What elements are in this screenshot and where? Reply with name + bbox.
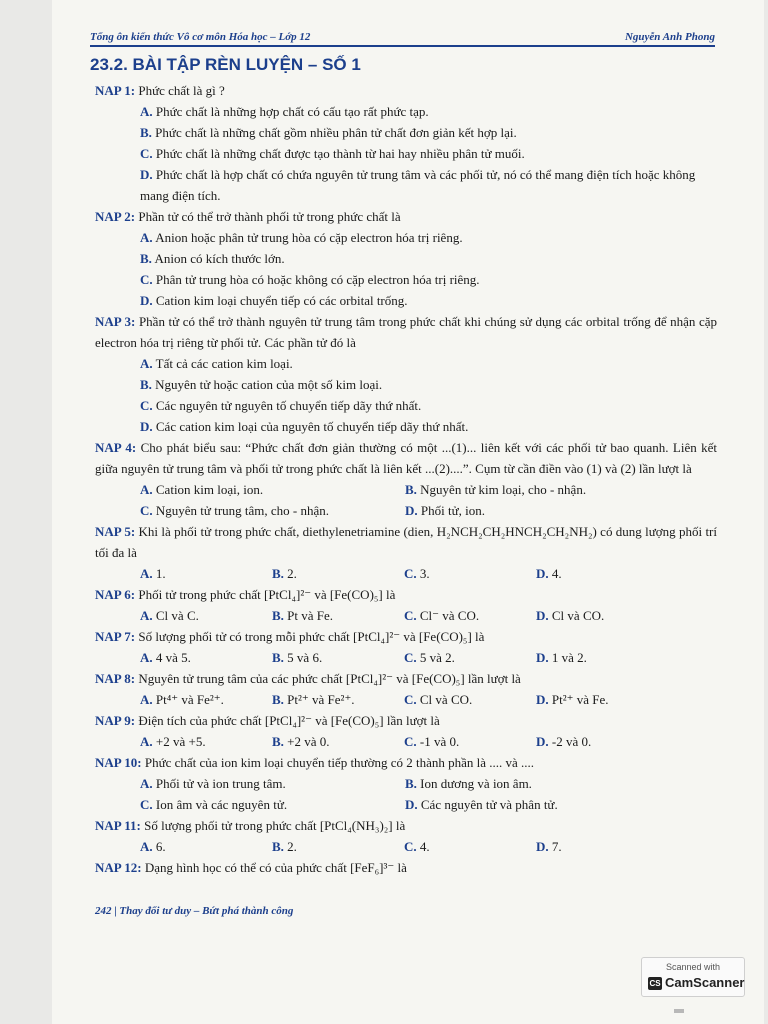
answer-option <box>140 248 717 269</box>
option-key: A. <box>140 734 153 749</box>
option-text: Cl và C. <box>155 608 199 623</box>
question-text: Phần tử có thể trở thành nguyên tử trung tâm trong phức chất khi chúng sử dụng các orbital trống để nhận cặp electron hóa trị riêng từ phối tử. Các phần tử đó là <box>95 314 717 350</box>
option-key: A. <box>140 650 153 665</box>
option-text: 5 và 6. <box>287 650 323 665</box>
option-key: A. <box>140 230 153 245</box>
option-row <box>140 794 717 815</box>
option-key: B. <box>272 650 284 665</box>
question-4 <box>95 437 717 479</box>
header-rule <box>90 45 715 47</box>
question-text: Phức chất của ion kim loại chuyển tiếp thường có 2 thành phần là .... và .... <box>144 755 535 770</box>
section-title: 23.2. BÀI TẬP RÈN LUYỆN – SỐ 1 <box>90 55 361 74</box>
answer-option <box>140 479 405 500</box>
option-key: B. <box>405 482 417 497</box>
option-row <box>140 647 717 668</box>
option-key: A. <box>140 104 153 119</box>
question-10 <box>95 752 717 773</box>
option-row <box>140 563 717 584</box>
question-text: Phần tử có thể trở thành phối tử trong phức chất là <box>138 209 401 224</box>
option-text: 4. <box>419 839 430 854</box>
answer-option <box>140 227 717 248</box>
option-key: B. <box>140 125 152 140</box>
answer-option <box>140 689 272 710</box>
option-text: 1 và 2. <box>551 650 587 665</box>
option-text: -1 và 0. <box>419 734 460 749</box>
question-text: Phức chất là gì ? <box>138 83 225 98</box>
option-text: Các cation kim loại của nguyên tố chuyển tiếp dãy thứ nhất. <box>155 419 469 434</box>
answer-option <box>140 395 717 416</box>
answer-option <box>272 731 404 752</box>
question-7 <box>95 626 717 647</box>
option-text: Phức chất là những chất được tạo thành từ hai hay nhiều phân tử muối. <box>155 146 525 161</box>
option-text: -2 và 0. <box>551 734 592 749</box>
answer-option <box>140 731 272 752</box>
option-text: Phối tử, ion. <box>420 503 486 518</box>
question-6 <box>95 584 717 605</box>
option-text: Pt²⁺ và Fe. <box>551 692 609 707</box>
answer-option <box>272 647 404 668</box>
question-list <box>95 80 717 878</box>
option-text: 3. <box>419 566 430 581</box>
question-label: NAP 1: <box>95 83 136 98</box>
option-row <box>140 731 717 752</box>
option-text: Cl⁻ và CO. <box>419 608 480 623</box>
answer-option <box>140 122 717 143</box>
question-label: NAP 8: <box>95 671 136 686</box>
option-key: B. <box>272 692 284 707</box>
answer-option <box>536 689 668 710</box>
question-text: Dạng hình học có thể có của phức chất [FeF₆]³⁻ là <box>144 860 407 875</box>
option-text: 4. <box>551 566 562 581</box>
answer-option <box>272 605 404 626</box>
option-text: Ion dương và ion âm. <box>420 776 532 791</box>
answer-option <box>272 689 404 710</box>
question-8 <box>95 668 717 689</box>
answer-option <box>140 164 717 206</box>
question-2 <box>95 206 717 227</box>
option-key: B. <box>272 608 284 623</box>
option-text: Anion hoặc phân tử trung hòa có cặp electron hóa trị riêng. <box>155 230 463 245</box>
option-key: A. <box>140 608 153 623</box>
answer-option <box>140 773 405 794</box>
option-text: 4 và 5. <box>155 650 191 665</box>
option-text: Phức chất là những chất gồm nhiều phân tử chất đơn giản kết hợp lại. <box>155 125 517 140</box>
option-text: Pt⁴⁺ và Fe²⁺. <box>155 692 224 707</box>
question-11 <box>95 815 717 836</box>
option-key: D. <box>140 167 153 182</box>
option-key: D. <box>405 503 418 518</box>
option-key: D. <box>536 608 549 623</box>
option-key: B. <box>140 251 152 266</box>
page-footer: 242 | Thay đổi tư duy – Bứt phá thành công <box>95 905 294 917</box>
camscanner-logo-icon: CS <box>649 979 661 988</box>
option-row <box>140 605 717 626</box>
option-text: Phức chất là hợp chất có chứa nguyên tử trung tâm và các phối tử, nó có thể mang điện tích hoặc không mang điện tích. <box>140 167 696 203</box>
question-text: Điện tích của phức chất [PtCl₄]²⁻ và [Fe(CO)₅] lần lượt là <box>138 713 440 728</box>
option-key: D. <box>140 419 153 434</box>
answer-option <box>404 647 536 668</box>
question-3 <box>95 311 717 353</box>
option-key: B. <box>272 839 284 854</box>
question-1 <box>95 80 717 101</box>
option-key: C. <box>404 839 417 854</box>
answer-option <box>272 836 404 857</box>
question-9 <box>95 710 717 731</box>
option-key: D. <box>405 797 418 812</box>
option-key: A. <box>140 692 153 707</box>
option-key: A. <box>140 356 153 371</box>
option-row <box>140 689 717 710</box>
answer-option <box>140 605 272 626</box>
option-text: +2 và +5. <box>155 734 206 749</box>
option-text: Anion có kích thước lớn. <box>154 251 285 266</box>
option-text: Pt và Fe. <box>287 608 334 623</box>
question-label: NAP 12: <box>95 860 142 875</box>
option-key: A. <box>140 482 153 497</box>
answer-option <box>404 836 536 857</box>
answer-option <box>405 500 670 521</box>
answer-option <box>140 500 405 521</box>
option-text: Cl và CO. <box>419 692 473 707</box>
option-text: Cation kim loại chuyển tiếp có các orbital trống. <box>155 293 408 308</box>
question-label: NAP 3: <box>95 314 136 329</box>
question-label: NAP 7: <box>95 629 136 644</box>
option-text: Nguyên tử kim loại, cho - nhận. <box>420 482 587 497</box>
answer-option <box>405 479 670 500</box>
answer-option <box>272 563 404 584</box>
answer-option <box>536 605 668 626</box>
question-label: NAP 6: <box>95 587 136 602</box>
option-text: 2. <box>287 839 297 854</box>
question-5 <box>95 521 717 563</box>
option-key: C. <box>404 734 417 749</box>
answer-option <box>140 269 717 290</box>
option-row <box>140 479 717 500</box>
answer-option <box>405 794 670 815</box>
answer-option <box>405 773 670 794</box>
question-text: Số lượng phối tử trong phức chất [PtCl₄(NH₃)₂] là <box>144 818 406 833</box>
answer-option <box>404 563 536 584</box>
answer-option <box>140 836 272 857</box>
option-key: A. <box>140 566 153 581</box>
option-text: 6. <box>155 839 166 854</box>
option-text: 7. <box>551 839 562 854</box>
option-key: C. <box>140 797 153 812</box>
option-text: Phân tử trung hòa có hoặc không có cặp electron hóa trị riêng. <box>155 272 480 287</box>
option-key: C. <box>404 608 417 623</box>
answer-option <box>536 647 668 668</box>
answer-option <box>140 101 717 122</box>
option-key: C. <box>140 503 153 518</box>
camscanner-label: CamScanner <box>665 975 745 990</box>
option-key: D. <box>536 650 549 665</box>
option-key: A. <box>140 776 153 791</box>
question-text: Nguyên tử trung tâm của các phức chất [PtCl₄]²⁻ và [Fe(CO)₅] lần lượt là <box>138 671 521 686</box>
camscanner-badge <box>641 957 745 997</box>
question-label: NAP 11: <box>95 818 141 833</box>
option-text: Phối tử và ion trung tâm. <box>155 776 286 791</box>
answer-option <box>140 374 717 395</box>
option-text: Ion âm và các nguyên tử. <box>155 797 288 812</box>
header-author: Nguyễn Anh Phong <box>624 31 715 43</box>
option-row <box>140 500 717 521</box>
question-label: NAP 9: <box>95 713 136 728</box>
answer-option <box>140 290 717 311</box>
question-label: NAP 10: <box>95 755 142 770</box>
option-key: D. <box>140 293 153 308</box>
question-text: Cho phát biểu sau: “Phức chất đơn giản thường có một ...(1)... liên kết với các phối tử bao quanh. Liên kết giữa nguyên tử trung tâm và phối tử trong phức chất là liên kết ...(2)....”. Cụm từ cần điền vào (1) và (2) lần lượt là <box>95 440 717 476</box>
option-text: +2 và 0. <box>287 734 330 749</box>
answer-option <box>536 836 668 857</box>
option-key: B. <box>405 776 417 791</box>
answer-option <box>140 794 405 815</box>
scanned-with-label: Scanned with <box>665 962 721 972</box>
option-row <box>140 773 717 794</box>
answer-option <box>404 689 536 710</box>
option-text: 5 và 2. <box>419 650 455 665</box>
answer-option <box>404 731 536 752</box>
option-text: Cation kim loại, ion. <box>155 482 264 497</box>
option-text: Các nguyên tử nguyên tố chuyển tiếp dãy thứ nhất. <box>155 398 422 413</box>
option-text: Cl và CO. <box>551 608 605 623</box>
option-text: Tất cả các cation kim loại. <box>155 356 293 371</box>
option-key: C. <box>140 398 153 413</box>
question-12 <box>95 857 717 878</box>
question-text: Số lượng phối tử có trong mỗi phức chất [PtCl₄]²⁻ và [Fe(CO)₅] là <box>138 629 485 644</box>
option-text: Nguyên tử trung tâm, cho - nhận. <box>155 503 330 518</box>
option-key: B. <box>140 377 152 392</box>
answer-option <box>140 353 717 374</box>
option-key: B. <box>272 734 284 749</box>
question-text: Phối tử trong phức chất [PtCl₄]²⁻ và [Fe(CO)₅] là <box>138 587 396 602</box>
answer-option <box>536 731 668 752</box>
option-key: C. <box>404 566 417 581</box>
header-book-title: Tổng ôn kiến thức Vô cơ môn Hóa học – Lớp 12 <box>90 31 311 43</box>
option-key: D. <box>536 734 549 749</box>
question-label: NAP 2: <box>95 209 136 224</box>
answer-option <box>140 416 717 437</box>
option-key: D. <box>536 839 549 854</box>
option-row <box>140 836 717 857</box>
option-key: C. <box>404 650 417 665</box>
answer-option <box>536 563 668 584</box>
option-key: A. <box>140 839 153 854</box>
option-text: Các nguyên tử và phân tử. <box>420 797 558 812</box>
question-label: NAP 5: <box>95 524 136 539</box>
option-key: B. <box>272 566 284 581</box>
option-key: D. <box>536 692 549 707</box>
option-key: C. <box>140 272 153 287</box>
option-key: C. <box>404 692 417 707</box>
answer-option <box>140 563 272 584</box>
answer-option <box>140 647 272 668</box>
option-text: Phức chất là những hợp chất có cấu tạo rất phức tạp. <box>155 104 429 119</box>
answer-option <box>404 605 536 626</box>
question-text: Khi là phối tử trong phức chất, diethylenetriamine (dien, H₂NCH₂CH₂HNCH₂CH₂NH₂) có dung lượng phối trí tối đa là <box>95 524 717 560</box>
scan-mark <box>674 1009 684 1013</box>
option-key: D. <box>536 566 549 581</box>
option-text: Nguyên tử hoặc cation của một số kim loại. <box>155 377 383 392</box>
answer-option <box>140 143 717 164</box>
option-text: 2. <box>287 566 297 581</box>
option-text: Pt²⁺ và Fe²⁺. <box>287 692 355 707</box>
option-text: 1. <box>155 566 166 581</box>
option-key: C. <box>140 146 153 161</box>
question-label: NAP 4: <box>95 440 137 455</box>
